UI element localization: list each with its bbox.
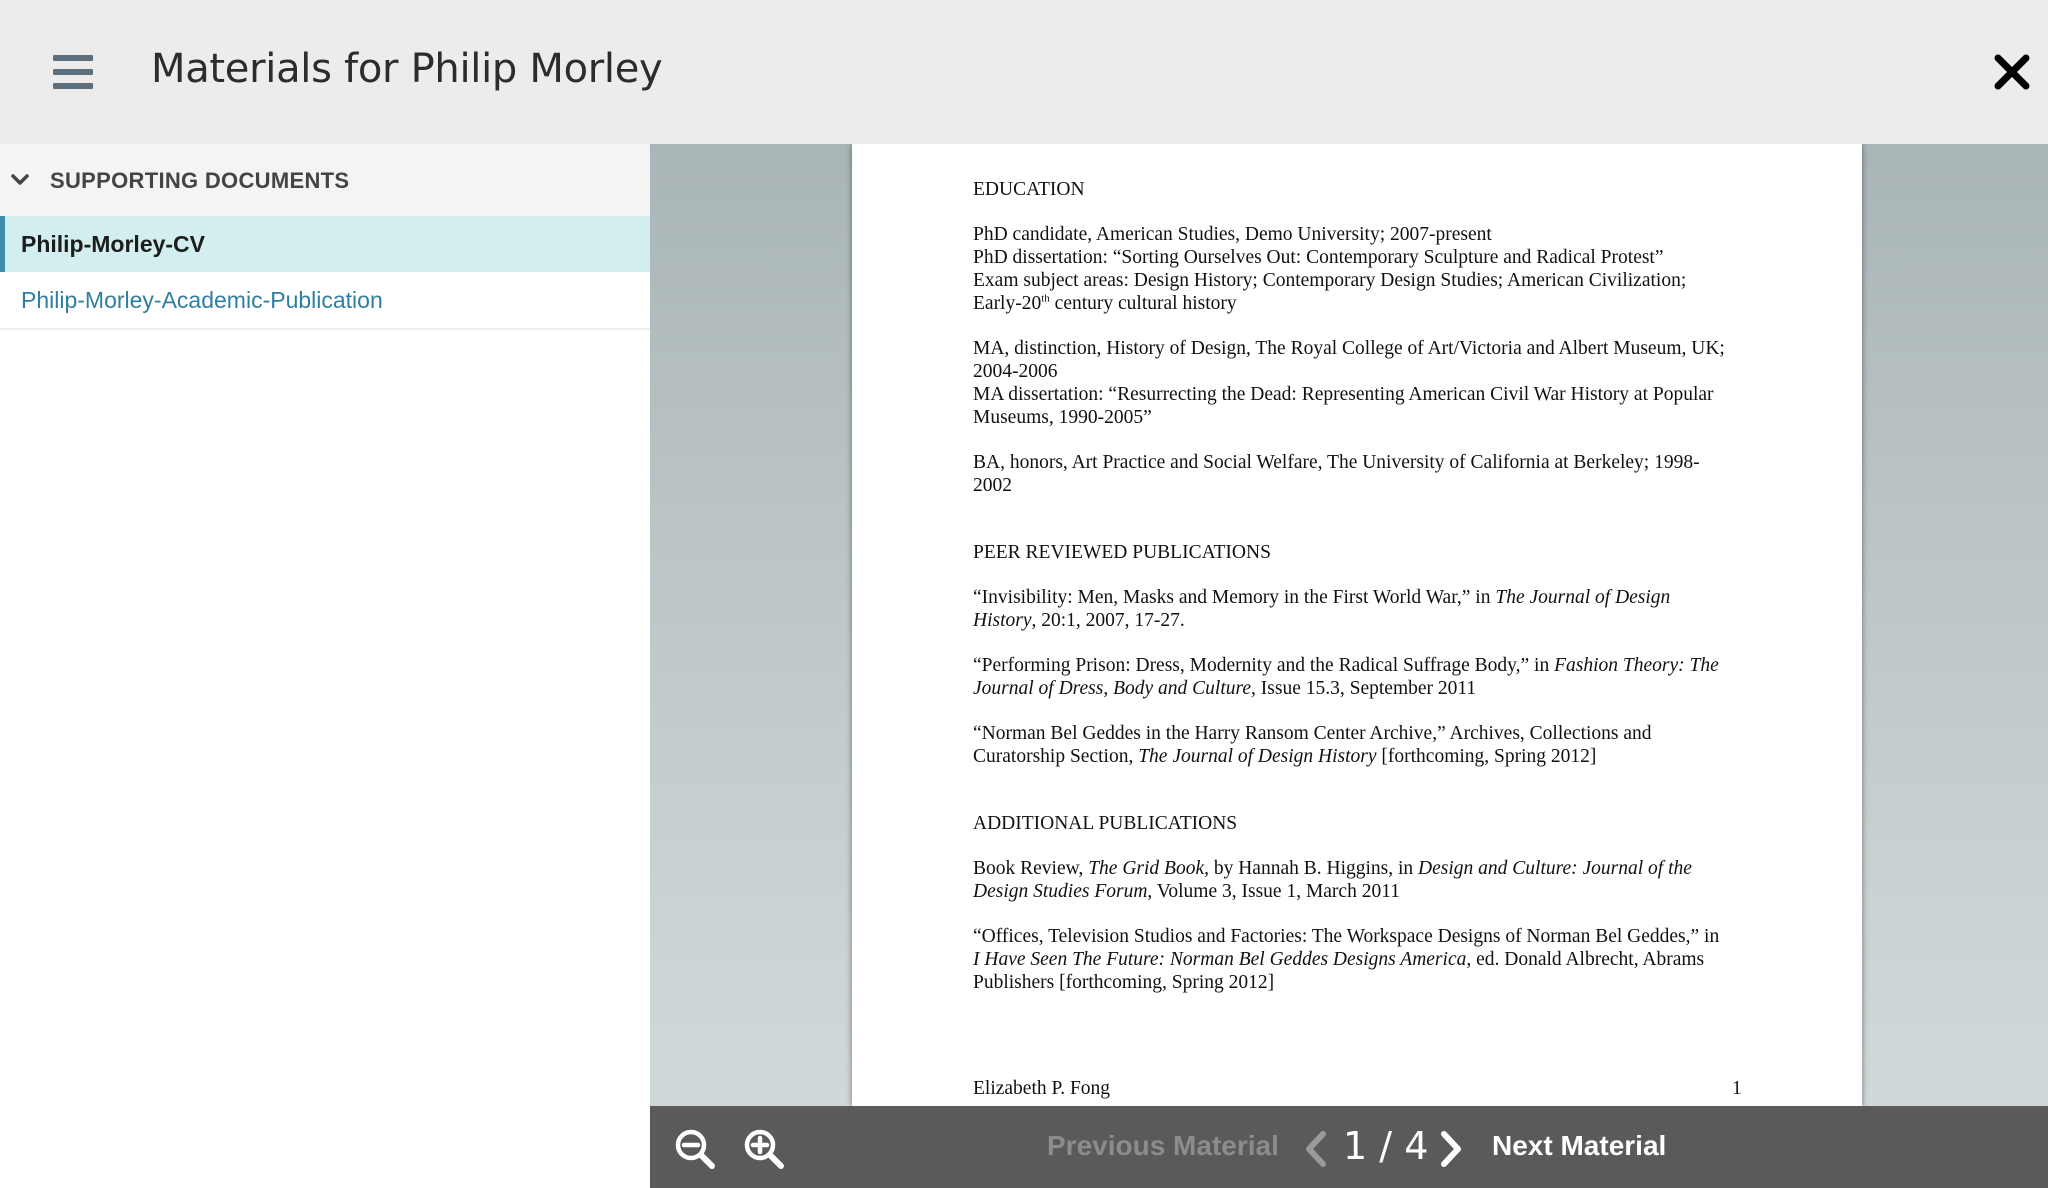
document-content (973, 178, 1753, 1016)
page-separator: / (1379, 1124, 1393, 1168)
zoom-in-icon[interactable] (743, 1128, 785, 1170)
page-footer-name: Elizabeth P. Fong (973, 1078, 1111, 1099)
page-number: 1 (1732, 1078, 1742, 1099)
zoom-out-icon[interactable] (674, 1128, 716, 1170)
chevron-right-icon[interactable] (1438, 1130, 1464, 1168)
ma-entry: MA, distinction, History of Design, The Royal College of Art/Victoria and Albert Museum, UK; 2004-2006 MA dissertation: “Resurrecting the Dead: Representing American Civil War History at Popular Museums, 1990-2005” (973, 338, 1725, 428)
current-page: 1 (1343, 1124, 1368, 1168)
page-title: Materials for Philip Morley (151, 46, 663, 92)
ba-entry: BA, honors, Art Practice and Social Welfare, The University of California at Berkeley; 1998- 2002 (973, 452, 1700, 496)
previous-material-button[interactable]: Previous Material (1047, 1130, 1279, 1161)
close-icon[interactable] (1992, 52, 2032, 92)
phd-entry: PhD candidate, American Studies, Demo University; 2007-present PhD dissertation: “Sorting Ourselves Out: Contemporary Sculpture and Radical Protest” Exam subject areas: Design History; Contemporary Design Studies; American Civilization; Early-20th century cultural history (973, 224, 1687, 314)
next-material-button[interactable]: Next Material (1492, 1130, 1667, 1161)
section-label: SUPPORTING DOCUMENTS (50, 168, 350, 193)
education-heading: EDUCATION (973, 179, 1085, 200)
sidebar-item-label: Philip-Morley-Academic-Publication (21, 287, 383, 313)
chevron-down-icon (10, 170, 30, 190)
publication-entry: “Norman Bel Geddes in the Harry Ransom Center Archive,” Archives, Collections and Curatorship Section, The Journal of Design History [forthcoming, Spring 2012] (973, 723, 1652, 767)
document-page (852, 144, 1862, 1106)
additional-publications-heading: ADDITIONAL PUBLICATIONS (973, 813, 1238, 834)
publication-entry: “Offices, Television Studios and Factories: The Workspace Designs of Norman Bel Geddes,” in I Have Seen The Future: Norman Bel Geddes Designs America, ed. Donald Albrecht, Abrams Publishers [forthcoming, Spring 2012] (973, 926, 1720, 993)
header-bar (0, 0, 2048, 144)
supporting-documents-toggle[interactable] (0, 144, 650, 216)
sidebar-item-academic-publication[interactable] (0, 272, 650, 330)
publication-entry: “Performing Prison: Dress, Modernity and the Radical Suffrage Body,” in Fashion Theory: The Journal of Dress, Body and Culture, Issue 15.3, September 2011 (973, 655, 1719, 699)
viewer-toolbar (650, 1106, 2048, 1188)
peer-reviewed-heading: PEER REVIEWED PUBLICATIONS (973, 542, 1271, 563)
sidebar (0, 144, 650, 1188)
chevron-left-icon[interactable] (1303, 1130, 1329, 1168)
page-indicator (1343, 1124, 1428, 1168)
total-pages: 4 (1404, 1124, 1429, 1168)
publication-entry: “Invisibility: Men, Masks and Memory in the First World War,” in The Journal of Design History, 20:1, 2007, 17-27. (973, 587, 1671, 631)
sidebar-item-label: Philip-Morley-CV (21, 231, 206, 257)
sidebar-item-cv[interactable] (0, 216, 650, 272)
document-viewer[interactable] (650, 144, 2048, 1106)
hamburger-menu-icon[interactable] (53, 55, 93, 89)
publication-entry: Book Review, The Grid Book, by Hannah B. Higgins, in Design and Culture: Journal of the Design Studies Forum, Volume 3, Issue 1, March 2011 (973, 858, 1692, 902)
